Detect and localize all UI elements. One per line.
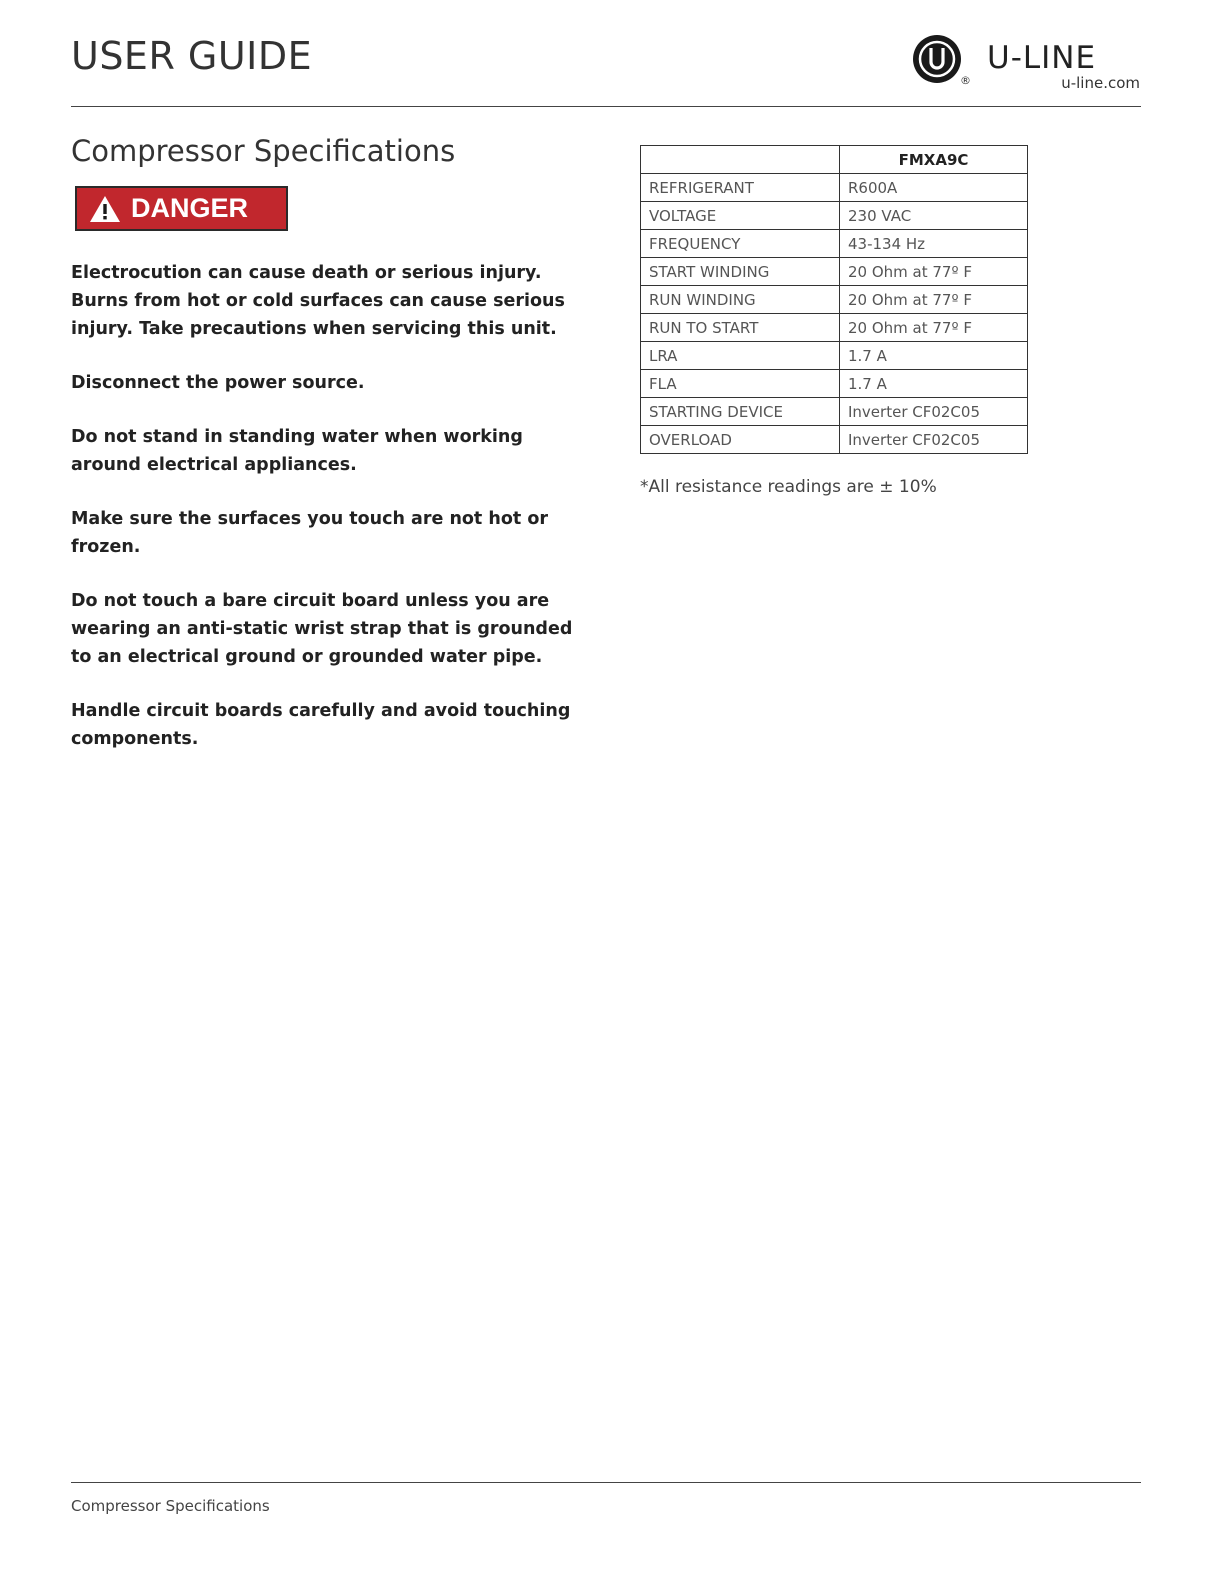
spec-value-cell: 43-134 Hz <box>840 230 1028 258</box>
footer-text: Compressor Specifications <box>71 1497 270 1515</box>
spec-value-cell: Inverter CF02C05 <box>840 426 1028 454</box>
warning-text: Disconnect the power source. <box>71 373 365 393</box>
logo-url: u-line.com <box>1061 74 1140 92</box>
spec-label-cell: FLA <box>641 370 840 398</box>
table-footnote: *All resistance readings are ± 10% <box>640 477 937 497</box>
spec-label-cell: RUN TO START <box>641 314 840 342</box>
warning-text: Do not touch a bare circuit board unless you are wearing an anti-static wrist strap that is grounded to an electrical ground or grounded water pipe. <box>71 591 573 667</box>
spec-value-cell: 230 VAC <box>840 202 1028 230</box>
table-header-cell <box>641 146 840 174</box>
danger-label: DANGER <box>131 193 249 223</box>
spec-value-cell: 20 Ohm at 77º F <box>840 314 1028 342</box>
table-row <box>641 342 1028 370</box>
logo-wordmark: U-LINE <box>987 40 1097 76</box>
warning-triangle-icon <box>89 195 121 223</box>
table-row <box>641 426 1028 454</box>
compressor-spec-table <box>640 145 1028 454</box>
spec-value-cell: 1.7 A <box>840 342 1028 370</box>
spec-label-cell: RUN WINDING <box>641 286 840 314</box>
table-row <box>641 370 1028 398</box>
spec-label-cell: REFRIGERANT <box>641 174 840 202</box>
spec-value-cell: R600A <box>840 174 1028 202</box>
table-row <box>641 230 1028 258</box>
model-header-cell: FMXA9C <box>840 146 1028 174</box>
spec-value-cell: 1.7 A <box>840 370 1028 398</box>
warning-list <box>71 259 591 779</box>
spec-value-cell: 20 Ohm at 77º F <box>840 258 1028 286</box>
u-line-logo-icon <box>912 34 962 84</box>
section-title: Compressor Specifications <box>71 134 456 168</box>
warning-text: Make sure the surfaces you touch are not hot or frozen. <box>71 509 548 557</box>
registered-mark: ® <box>960 74 971 87</box>
table-row <box>641 398 1028 426</box>
footer-divider <box>71 1482 1141 1483</box>
warning-text: Do not stand in standing water when working around electrical appliances. <box>71 427 523 475</box>
header-divider <box>71 106 1141 107</box>
table-row <box>641 202 1028 230</box>
table-row <box>641 174 1028 202</box>
danger-badge <box>75 186 288 231</box>
warning-text: Electrocution can cause death or serious injury. Burns from hot or cold surfaces can cause serious injury. Take precautions when servicing this unit. <box>71 263 565 339</box>
brand-logo <box>912 34 1142 94</box>
spec-label-cell: FREQUENCY <box>641 230 840 258</box>
spec-label-cell: VOLTAGE <box>641 202 840 230</box>
spec-value-cell: 20 Ohm at 77º F <box>840 286 1028 314</box>
table-row <box>641 286 1028 314</box>
warning-text: Handle circuit boards carefully and avoid touching components. <box>71 701 571 749</box>
spec-label-cell: STARTING DEVICE <box>641 398 840 426</box>
table-row <box>641 314 1028 342</box>
spec-label-cell: LRA <box>641 342 840 370</box>
spec-value-cell: Inverter CF02C05 <box>840 398 1028 426</box>
table-row <box>641 258 1028 286</box>
spec-label-cell: OVERLOAD <box>641 426 840 454</box>
table-header-row <box>641 146 1028 174</box>
page-header-title: USER GUIDE <box>71 34 313 78</box>
spec-label-cell: START WINDING <box>641 258 840 286</box>
